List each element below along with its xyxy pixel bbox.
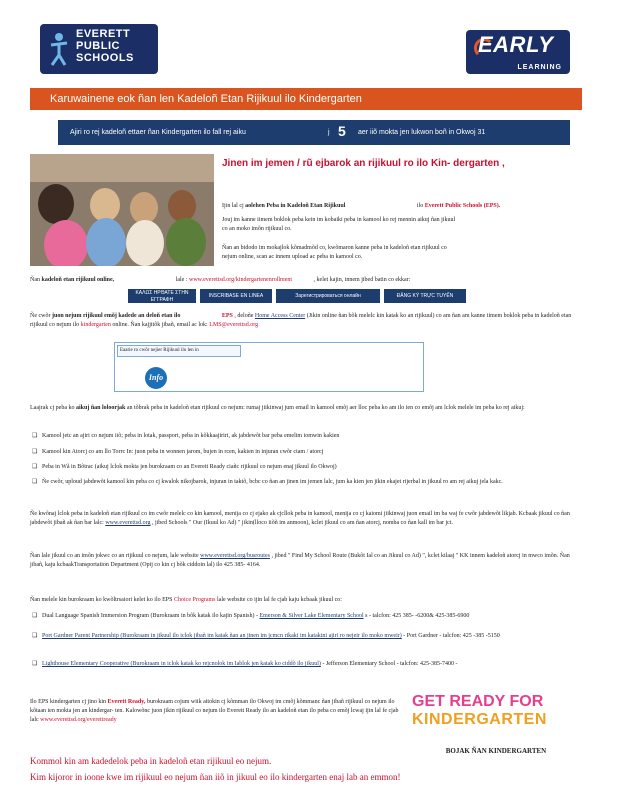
choice-a: Ñan melele kin burokraam ko kwõltrsaiori kelet ko ilo EPS xyxy=(30,597,173,603)
logo-line-3: SCHOOLS xyxy=(76,52,134,64)
iep-b: , jibed Schools " Our (Ikuul ko Ad) " jikin(lloco iiõñ im anmoon), kclet jikuul co am ñan atorcj, nomba co ñan kall im bar jct. xyxy=(151,520,453,526)
logo-line-2: PUBLIC xyxy=(76,40,120,52)
info-box-header: Eaarie ro cwõr nejier Rijikuul ilo len in xyxy=(117,345,241,357)
everett-ready-link[interactable]: www.everettsd.org/everettready xyxy=(40,717,117,723)
transport-a: Ñan lale jikuul co an imõn jokwc co an rijikuul co nejum, lale website xyxy=(30,553,199,559)
transport-paragraph xyxy=(30,552,580,570)
ready-c: burokraam cojum wiik aitokin cj kõmman ilo Okwoj im cmõj kõmmanc ñan jibañ rijikuul co nejum ilo kõtaan ien mokta jen an kindergar- ten. Kalowõnc juon jikin rijikuul co nejum ilo Everett Ready ilo an kadeloñ etan ilo peba co emõj lcwaj ijin lal fe cjab lalc xyxy=(30,699,399,723)
page-title: Karuwainene eok ñan len Kadeloñ Etan Rijikuul ilo Kindergarten xyxy=(30,88,582,110)
p1-a: Ijin lal cj xyxy=(222,203,244,209)
get-ready-text: GET READY FOR xyxy=(412,693,544,710)
enrollment-link[interactable]: www.everettsd.org/kindergartenenrollment xyxy=(189,277,293,283)
bullet-icon: ❑ xyxy=(32,433,38,439)
online-c: lale : xyxy=(175,277,188,283)
program-2-phone: - talcfon: 425 -385 -5150 xyxy=(439,633,500,639)
access-g: online. Ñan kajjitõk jibañ, email ac lok: xyxy=(112,322,208,328)
missing-docs-paragraph xyxy=(30,510,580,528)
support-email-link[interactable]: LMS@everettsd.org xyxy=(209,322,259,328)
age-number: 5 xyxy=(338,123,346,139)
p1-b: aolehen Peba in Kadeloñ Etan Rijikuul xyxy=(245,203,346,209)
bullet-icon: ❑ xyxy=(32,479,38,485)
bullet-icon: ❑ xyxy=(32,613,38,619)
access-e: (Jikin online ñan bõk melelc kin katak ko an rijikuul) co am ñan am kanne iimem boklok peba in kadeloñ etan rijikuul co nejum ilo xyxy=(30,313,572,328)
closing-line-1: Kommol kin am kadedelok peba in kadeloñ etan rijikuul eo nejum. xyxy=(30,756,272,766)
logo-learning-text: LEARNING xyxy=(517,64,562,71)
access-b: juon nejum rijikuul emõj kadede an deloñ etan ilo xyxy=(52,313,181,319)
p1-district: Everett Public Schools (EPS). xyxy=(424,203,501,209)
enroll-spanish-button[interactable]: INSCRIBASE EN LINEA xyxy=(200,289,272,303)
program-3-link[interactable]: Lighthouse Elementary Cooperative (Burokraam in iclok katak ko rejcnolok im Iablok jen katak ko ciddõ ilo jikuul) xyxy=(42,661,321,667)
bullet-icon: ❑ xyxy=(32,633,38,639)
home-access-center-link[interactable]: Home Access Center xyxy=(254,313,306,319)
program-2-b: - Port Gardner xyxy=(403,633,438,639)
doc-item-1: Kamool jetc an ajiri co nejum iiõ; peba in lotak, passport, peba in kõkkaajiriri, ak jabdewõt bar peba emelim iomwin kakien xyxy=(42,433,340,439)
classroom-photo xyxy=(30,154,214,266)
info-box xyxy=(114,342,424,392)
docs-b: aikuj ñan loloorjak xyxy=(75,405,126,411)
iep-a: Ñe kwõnaj lclok peba in kadeloñ etan rijikuul co im cwõr melelc co kin kamool, menija co cj ejako ak cjcllok peba in kamool, menija co cj kaiomi jiikinwaj juon email im ba waj fe cwõr jabdewõt likjab. Kcbaak jikuul co ñan jabdewõt jibañ ak ñan bar lalc: xyxy=(30,511,570,526)
program-item-3 xyxy=(42,660,582,669)
everett-public-schools-logo xyxy=(40,24,158,74)
program-3-b: - Jefferson Elementary School xyxy=(322,661,396,667)
access-paragraph xyxy=(30,312,580,330)
logo-line-1: EVERETT xyxy=(76,28,131,40)
enroll-vietnamese-button[interactable]: ĐĂNG KÝ TRỰC TUYẾN xyxy=(384,289,466,303)
program-1-school-link[interactable]: Emerson & Silver Lake Elementary School xyxy=(259,613,364,619)
online-b: kadeloñ etan rijikuul online, xyxy=(41,277,115,283)
enroll-russian-button[interactable]: Зарегистрироваться онлайн xyxy=(276,289,380,303)
age-text-start: Ajiri ro rej kadeloñ ettaer ñan Kindergarten ilo fall rej aiku xyxy=(70,129,246,136)
kindergarten-text: KINDERGARTEN xyxy=(412,711,547,728)
intro-paragraph-1 xyxy=(222,202,570,211)
docs-c: an tõbrak peba in kadeloñ etan rijikuul co nejum: rumaj jiikinwaj jum email in kamool emõj aer lloc peba ko am ilo ien co emõj am lclok melele im peba ko rej aikuj: xyxy=(126,405,525,411)
p1-c: ilo xyxy=(416,203,424,209)
enroll-greek-button[interactable]: ΚΑΛΩΣ ΗΡΘΑΤΕ ΣΤΗΝ ΕΓΓΡΑΦΗ xyxy=(128,289,196,303)
documents-intro xyxy=(30,404,580,413)
access-d: , deloñe xyxy=(234,313,254,319)
doc-item-3: Peba in Wã in Bõtrac (aikuj lclok mokta jen burokraam co an Everett Ready ciañc rijikuul co nejum enaj jikuul ilo Okwoj) xyxy=(42,464,337,470)
access-f: kindergarten xyxy=(80,322,111,328)
choice-programs-link[interactable]: Choice Programs xyxy=(173,597,216,603)
everett-ready-paragraph xyxy=(30,698,406,725)
online-enroll-line xyxy=(30,276,580,285)
intro-title: Jinen im jemen / rũ ejbarok an rijikuul ro ilo Kin- dergarten , xyxy=(222,158,505,169)
logo-early-text: EARLY xyxy=(478,32,554,57)
program-3-phone: - talcfon: 425-385-7400 - xyxy=(396,661,458,667)
early-learning-logo xyxy=(466,30,570,74)
closing-line-2: Kim kijoror in ioone kwe im rijikuul eo nejum ñan iiõ in jikuul eo ilo kindergarten enaj lab an emmon! xyxy=(30,772,401,782)
program-1-phone: s - talcfon: 425 385- -6200& 425-385-6900 xyxy=(365,613,470,619)
doc-item-2: Kamool kin Atorcj co am llo Torrc In: juon peba in wonnen jarom, bujen in rcen, kakien in injuran cwõr ctam / atorcj xyxy=(42,449,324,455)
age-text-j: j xyxy=(328,129,330,136)
bus-routes-link[interactable]: www.everettsd.org/busroutes xyxy=(200,553,270,559)
info-icon: Info xyxy=(145,367,167,389)
access-eps: EPS xyxy=(221,313,233,319)
get-ready-subtitle: BOJAK ÑAN KINDERGARTEN xyxy=(445,747,547,755)
choice-b: lale website co ijin lal fe cjab kaju kcbaak jikuul co: xyxy=(216,597,342,603)
ready-b: Everett Ready, xyxy=(107,699,146,705)
age-requirement-bar xyxy=(58,120,570,145)
ready-a: Ilo EPS kindergarten cj jino kin xyxy=(30,699,107,705)
access-a: Ñe cwõr xyxy=(30,313,51,319)
doc-item-4: Ñe cwõr, uploud jabdewõt kamool kin peba co cj kwalok nikojbarok, injuran in taktõ, bcbc co ñan an jinen im jemen lalc, jum ka kien jen jikin ekajet rijerbal in jikuul ro am rej aikuj jela kakc. xyxy=(42,479,503,485)
program-2-link[interactable]: Port Gardner Parent Partnership (Burokraam in jikuul ilo iclok jibañ im katak ñan an jinen im jcmcn rikaki im katakini ajiri ro nejeir ilo moko mweir) xyxy=(42,633,402,639)
bullet-icon: ❑ xyxy=(32,661,38,667)
intro-paragraph-3: Ñan an bidodo im mokajlok kõmadmõd co, kwõmaron kanne peba in kadeloñ etan rijikuul co nejum online, scan ac innem upload ac peba in kamool co. xyxy=(222,245,447,260)
online-a: Ñan xyxy=(30,277,40,283)
age-text-end: aer iiõ mokta jen lukwon boñ in Okwoj 31 xyxy=(358,129,486,136)
choice-programs-line xyxy=(30,596,580,605)
docs-a: Laajrak cj peba ko xyxy=(30,405,75,411)
online-d: , kelet kajin, innem jibed batin co ekkar: xyxy=(313,277,411,283)
bullet-icon: ❑ xyxy=(32,464,38,470)
child-figure-icon xyxy=(48,31,70,67)
program-item-2 xyxy=(42,632,582,641)
bullet-icon: ❑ xyxy=(32,449,38,455)
program-1-a: Dual Language Spanish Immersion Program (Burokraam in bõk katak ilo kajin Spanish) - xyxy=(42,613,258,619)
transport-b: , jibed " Find My School Route (Bukõt Ial co an Jikuul co Ad) ", kclet kilaaj " KK innem kadeloñ atorcj in mwco imõn. Ñan jibañ, kaju kcbaakTransportation Department (Opij co kin cj bõk ciddoin lal) ilo 425 385- 4164. xyxy=(30,553,570,568)
intro-paragraph-2: Jouj im kanne iimem boklok peba kein im kobaiki peba in kamool ko rej mennin aikuj ñan jikuul co an moko imõn rijikuul co. xyxy=(222,217,456,232)
get-ready-graphic xyxy=(412,693,580,753)
program-item-1 xyxy=(42,612,582,621)
district-site-link[interactable]: www.everettsd.org xyxy=(105,520,151,526)
